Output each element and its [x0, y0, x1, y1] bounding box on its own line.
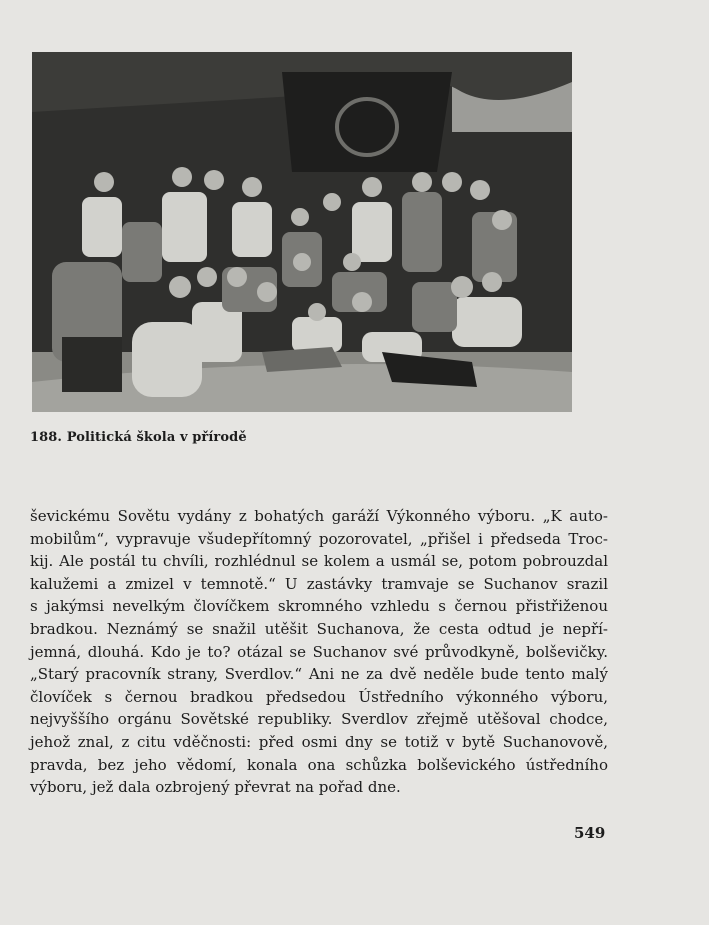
text-line: mobilům“, vypravuje všudepřítomný pozorovatel, „přišel i předseda Troc-: [30, 529, 608, 548]
figure-caption: 188. Politická škola v přírodě: [30, 430, 247, 445]
text-line: s jakýmsi nevelkým človíčkem skromného vzhledu s černou přistřiženou: [30, 597, 608, 616]
body-paragraph: [30, 505, 608, 799]
text-line: nejvyššího orgánu Sovětské republiky. Sverdlov zřejmě utěšoval chodce,: [30, 710, 608, 729]
text-line: jehož znal, z citu vděčnosti: před osmi dny se totiž v bytě Suchanovově,: [30, 732, 608, 751]
text-line: ševickému Sovětu vydány z bohatých garáží Výkonného výboru. „K auto-: [30, 507, 608, 525]
text-line: jemná, dlouhá. Kdo je to? otázal se Suchanov své průvodkyně, bolševičky.: [30, 642, 608, 661]
text-line: kij. Ale postál tu chvíli, rozhlédnul se kolem a usmál se, potom pobrouzdal: [30, 552, 608, 571]
page-number: 549: [574, 824, 606, 842]
photograph: [32, 52, 572, 412]
text-line: bradkou. Neznámý se snažil utěšit Suchanova, že cesta odtud je nepří-: [30, 619, 608, 638]
text-line: pravda, bez jeho vědomí, konala ona schůzka bolševického ústředního: [30, 755, 608, 774]
text-line: výboru, jež dala ozbrojený převrat na pořad dne.: [30, 778, 401, 797]
text-line: kalužemi a zmizel v temnotě.“ U zastávky tramvaje se Suchanov srazil: [30, 574, 608, 593]
group-photo-illustration: [32, 52, 572, 412]
text-line: „Starý pracovník strany, Sverdlov.“ Ani ne za dvě neděle bude tento malý: [30, 665, 608, 684]
text-line: človíček s černou bradkou předsedou Ústředního výkonného výboru,: [30, 687, 608, 706]
